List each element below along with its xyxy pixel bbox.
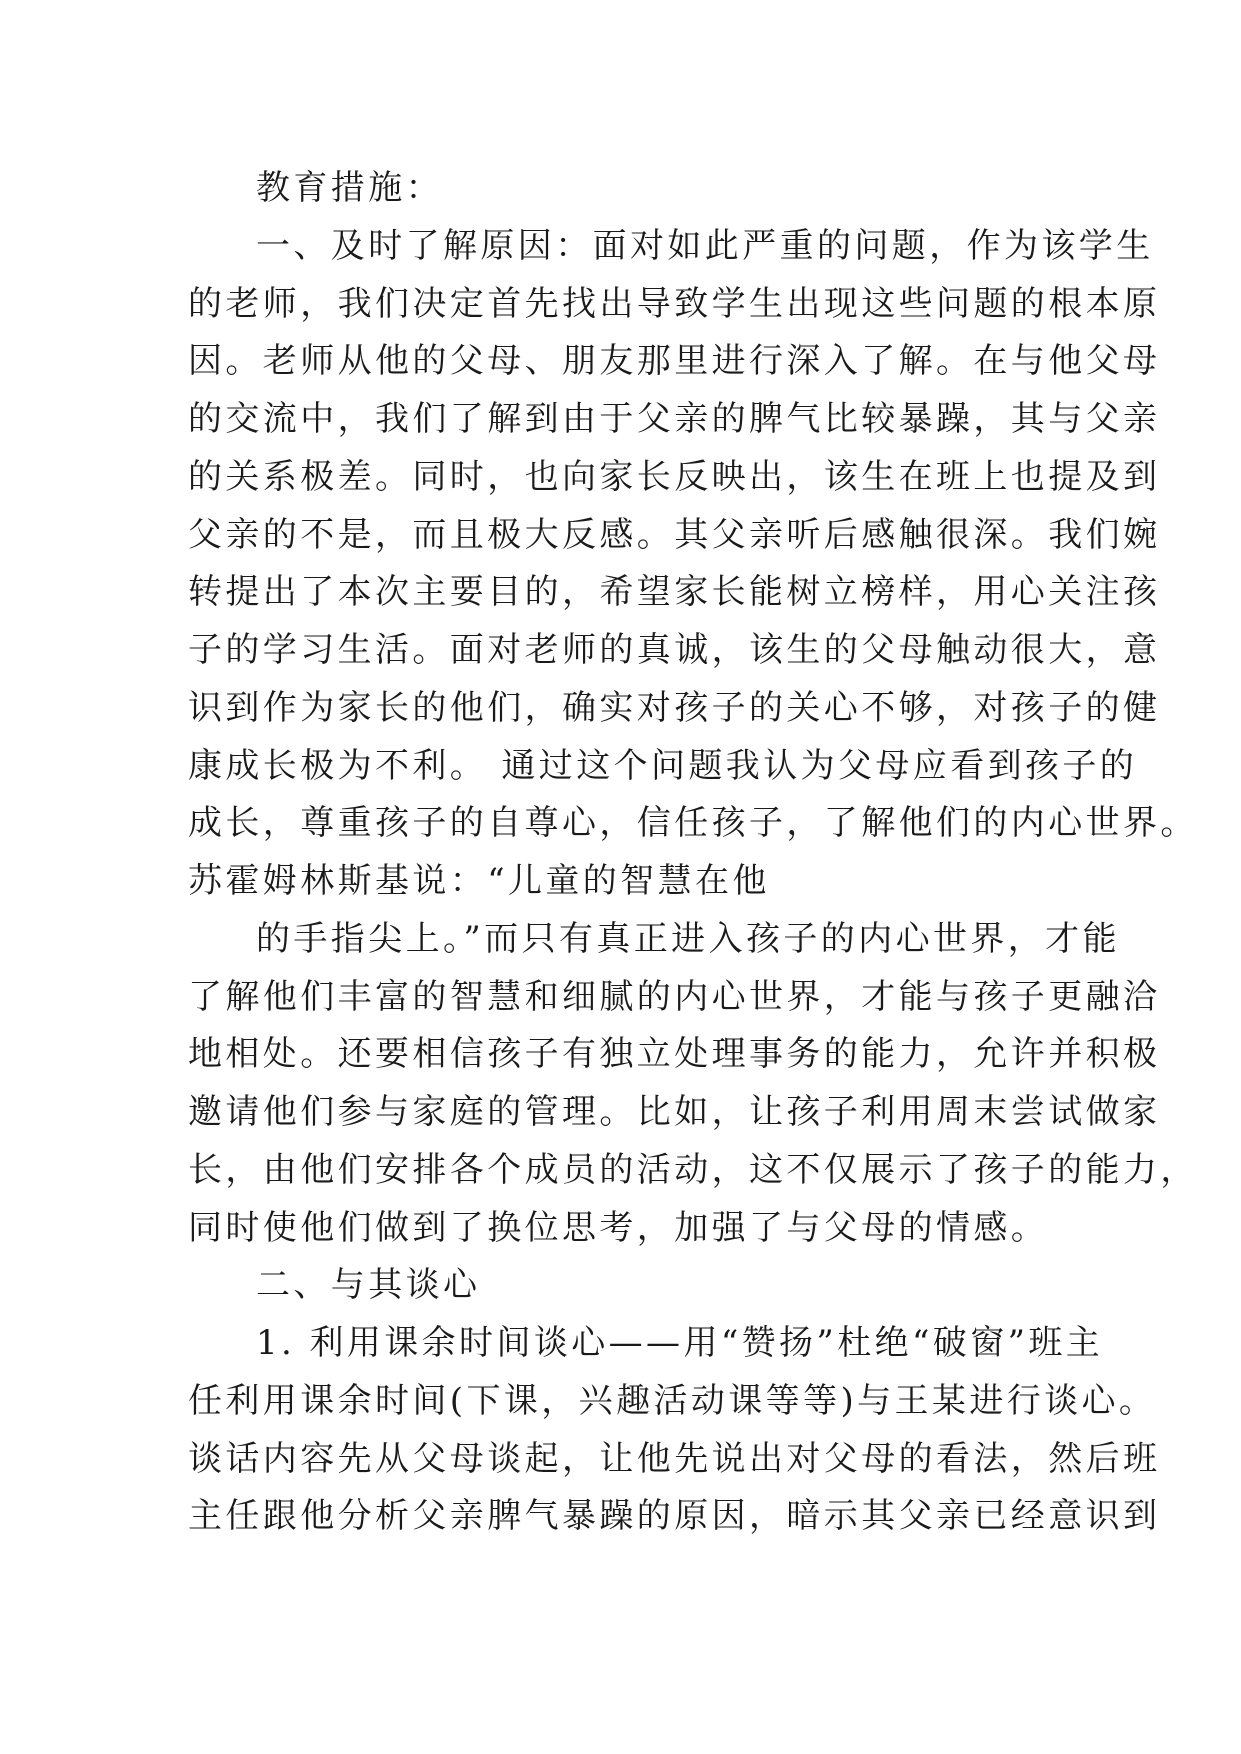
- text-line: 父亲的不是，而且极大反感。其父亲听后感触很深。我们婉: [188, 514, 1161, 555]
- text-line: 的关系极差。同时，也向家长反映出，该生在班上也提及到: [188, 456, 1161, 497]
- text-line: 了解他们丰富的智慧和细腻的内心世界，才能与孩子更融洽: [188, 976, 1161, 1017]
- text-line: 主任跟他分析父亲脾气暴躁的原因，暗示其父亲已经意识到: [188, 1496, 1161, 1537]
- text-line: 二、与其谈心: [256, 1265, 481, 1306]
- text-line: 识到作为家长的他们，确实对孩子的关心不够，对孩子的健: [188, 687, 1161, 728]
- text-line: 任利用课余时间(下课，兴趣活动课等等)与王某进行谈心。: [188, 1380, 1157, 1421]
- text-line: 谈话内容先从父母谈起，让他先说出对父母的看法，然后班: [188, 1438, 1161, 1479]
- document-body: [188, 160, 1198, 1546]
- text-line: 的手指尖上。”而只有真正进入孩子的内心世界，才能: [256, 918, 1120, 959]
- text-line: 1. 利用课余时间谈心——用“赞扬”杜绝“破窗”班主: [256, 1323, 1104, 1363]
- text-line: 邀请他们参与家庭的管理。比如，让孩子利用周末尝试做家: [188, 1092, 1161, 1132]
- text-line: 同时使他们做到了换位思考，加强了与父母的情感。: [188, 1207, 1049, 1248]
- text-line: 的交流中，我们了解到由于父亲的脾气比较暴躁，其与父亲: [188, 399, 1161, 439]
- text-line: 因。老师从他的父母、朋友那里进行深入了解。在与他父母: [188, 341, 1161, 382]
- text-line: 子的学习生活。面对老师的真诚，该生的父母触动很大，意: [188, 630, 1161, 670]
- text-line: 一、及时了解原因：面对如此严重的问题，作为该学生: [256, 225, 1154, 266]
- text-line: 地相处。还要相信孩子有独立处理事务的能力，允许并积极: [188, 1034, 1161, 1075]
- text-line: 转提出了本次主要目的，希望家长能树立榜样，用心关注孩: [188, 572, 1161, 613]
- text-line: 的老师，我们决定首先找出导致学生出现这些问题的根本原: [188, 283, 1161, 324]
- text-line: 长，由他们安排各个成员的活动，这不仅展示了孩子的能力，: [188, 1149, 1198, 1190]
- text-line: 成长，尊重孩子的自尊心，信任孩子，了解他们的内心世界。: [188, 803, 1198, 844]
- text-line: 教育措施：: [256, 168, 443, 208]
- text-line: 康成长极为不利。 通过这个问题我认为父母应看到孩子的: [188, 745, 1138, 786]
- text-line: 苏霍姆林斯基说：“儿童的智慧在他: [188, 861, 770, 901]
